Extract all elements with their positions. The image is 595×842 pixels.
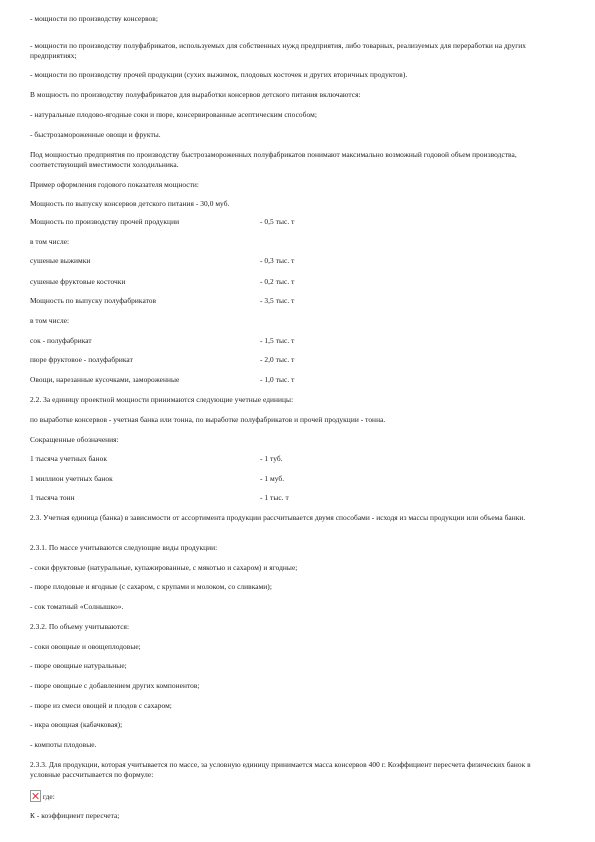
including-label: в том числе: xyxy=(30,316,70,325)
section-2-2-heading: 2.2. За единицу проектной мощности принимаются следующие учетные единицы: xyxy=(30,395,294,404)
example-label: Мощность по производству прочей продукции xyxy=(30,217,180,226)
example-label: сушеные выжимки xyxy=(30,256,91,265)
bullet-canned-goods-capacity: - мощности по производству консервов; xyxy=(30,14,158,23)
section-2-3-1-heading: 2.3.1. По массе учитываются следующие виды продукции: xyxy=(30,543,218,552)
bullet-fruit-compotes: - компоты плодовые. xyxy=(30,740,97,749)
example-value: - 3,5 тыс. т xyxy=(260,296,295,305)
example-label: пюре фруктовое - полуфабрикат xyxy=(30,355,133,364)
bullet-vegetable-purees-mixed: - пюре овощные с добавлением других компонентов; xyxy=(30,681,200,690)
example-row-frozen-vegetables xyxy=(30,375,295,385)
example-value: - 1,5 тыс. т xyxy=(260,336,295,345)
paragraph-example-heading: Пример оформления годового показателя мощности: xyxy=(30,180,199,189)
abbreviation-value: - 1 туб. xyxy=(260,454,283,463)
example-value: - 0,5 тыс. т xyxy=(260,217,295,226)
abbreviation-row-thousand-tons xyxy=(30,493,289,503)
abbreviation-value: - 1 тыс. т xyxy=(260,493,289,502)
bullet-tomato-juice: - сок томатный «Солнышко». xyxy=(30,602,124,611)
formula-where-label: где: xyxy=(42,792,55,801)
paragraph-units-definition: по выработке консервов - учетная банка или тонна, по выработке полуфабрикатов и прочей продукции - тонна. xyxy=(30,415,386,424)
bullet-veg-fruit-puree-sugar: - пюре из смеси овощей и плодов с сахаром; xyxy=(30,701,172,710)
bullet-fruit-purees: - пюре плодовые и ягодные (с сахаром, с крупами и молоком, со сливками); xyxy=(30,582,272,591)
section-2-3-paragraph: 2.3. Учетная единица (банка) в зависимости от ассортимента продукции рассчитывается двумя способами - исходя из массы продукции или объема банки. xyxy=(30,513,526,522)
example-value: - 2,0 тыс. т xyxy=(260,355,295,364)
abbreviation-term: 1 тысяча тонн xyxy=(30,493,75,502)
formula-line xyxy=(30,790,55,802)
bullet-vegetable-purees: - пюре овощные натуральные; xyxy=(30,661,127,670)
bullet-fruit-juices: - соки фруктовые (натуральные, купажированные, с мякотью и сахаром) и ягодные; xyxy=(30,563,298,572)
bullet-vegetable-juices: - соки овощные и овощеплодовые; xyxy=(30,642,141,651)
example-label: сушеные фруктовые косточки xyxy=(30,277,126,286)
example-label: Мощность по выпуску полуфабрикатов xyxy=(30,296,157,305)
example-row-semi-finished xyxy=(30,296,295,306)
abbreviation-value: - 1 муб. xyxy=(260,474,285,483)
example-row-other-products xyxy=(30,217,295,227)
example-row-fruit-pits xyxy=(30,277,295,287)
abbreviation-row-thousand-cans xyxy=(30,454,283,464)
bullet-frozen-vegetables: - быстрозамороженные овощи и фрукты. xyxy=(30,130,161,139)
example-label: сок - полуфабрикат xyxy=(30,336,92,345)
example-label: Овощи, нарезанные кусочками, замороженные xyxy=(30,375,180,384)
definition-coefficient: К - коэффициент пересчета; xyxy=(30,811,120,820)
section-2-3-3-paragraph: 2.3.3. Для продукции, которая учитывается по массе, за условную единицу принимается масса консервов 400 г. Коэффициент пересчета физических банок в условные рассчитывается по формуле: xyxy=(30,760,531,779)
example-value: - 0,2 тыс. т xyxy=(260,277,295,286)
example-row-dried-pomace xyxy=(30,256,295,266)
abbreviation-term: 1 миллион учетных банок xyxy=(30,474,113,483)
abbreviation-term: 1 тысяча учетных банок xyxy=(30,454,108,463)
paragraph-baby-food-intro: В мощность по производству полуфабрикатов для выработки консервов детского питания включаются: xyxy=(30,90,361,99)
including-label: в том числе: xyxy=(30,237,70,246)
bullet-semi-finished-capacity: - мощности по производству полуфабрикатов, используемых для собственных нужд предприятия, либо товарных, реализуемых для переработки на других предприятиях; xyxy=(30,41,527,60)
example-row-juice-semi xyxy=(30,336,295,346)
broken-image-icon xyxy=(30,790,41,802)
paragraph-frozen-capacity-definition: Под мощностью предприятия по производству быстрозамороженных полуфабрикатов понимают максимально возможный годовой объем производства, соответствующий вместимости холодильника. xyxy=(30,150,517,169)
example-row-fruit-puree-semi xyxy=(30,355,295,365)
bullet-natural-juices: - натуральные плодово-ягодные соки и пюре, консервированные асептическим способом; xyxy=(30,110,317,119)
bullet-other-products-capacity: - мощности по производству прочей продукции (сухих выжимок, плодовых косточек и других вторичных продуктов). xyxy=(30,70,408,79)
section-2-3-2-heading: 2.3.2. По объему учитываются: xyxy=(30,622,130,631)
example-value: - 1,0 тыс. т xyxy=(260,375,295,384)
abbreviations-heading: Сокращенные обозначения: xyxy=(30,435,119,444)
abbreviation-row-million-cans xyxy=(30,474,285,484)
bullet-squash-caviar: - икра овощная (кабачковая); xyxy=(30,720,123,729)
example-value: - 0,3 тыс. т xyxy=(260,256,295,265)
example-baby-food-capacity: Мощность по выпуску консервов детского питания - 30,0 муб. xyxy=(30,199,230,208)
